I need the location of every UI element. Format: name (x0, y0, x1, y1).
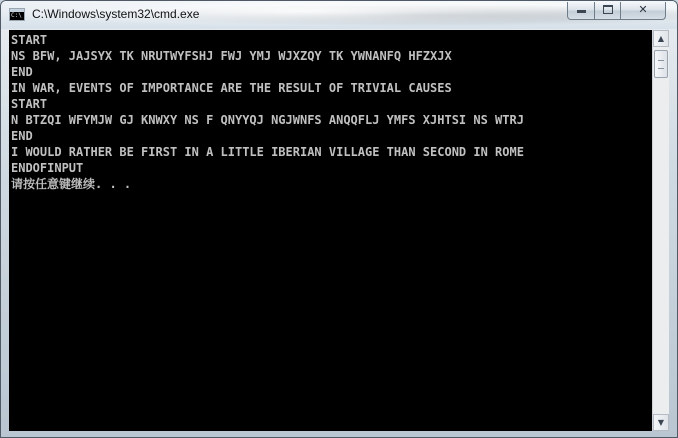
chevron-down-icon: ▼ (657, 418, 665, 427)
console-line: N BTZQI WFYMJW GJ KNWXY NS F QNYYQJ NGJWNFS ANQQFLJ YMFS XJHTSI NS WTRJ (11, 113, 524, 127)
scroll-up-button[interactable] (653, 30, 669, 47)
minimize-icon (577, 10, 586, 13)
console-line: START (11, 33, 48, 47)
maximize-icon (603, 5, 613, 14)
close-button[interactable] (620, 2, 666, 20)
console-prompt: 请按任意键继续. . . (11, 177, 132, 191)
console-line: I WOULD RATHER BE FIRST IN A LITTLE IBERIAN VILLAGE THAN SECOND IN ROME (11, 145, 524, 159)
console-line: IN WAR, EVENTS OF IMPORTANCE ARE THE RESULT OF TRIVIAL CAUSES (11, 81, 452, 95)
console-line: NS BFW, JAJSYX TK NRUTWYFSHJ FWJ YMJ WJXZQY TK YWNANFQ HFZXJX (11, 49, 452, 63)
console-output[interactable] (9, 30, 652, 431)
console-line: END (11, 65, 33, 79)
window-title: C:\Windows\system32\cmd.exe (32, 7, 200, 21)
close-icon: ✕ (638, 3, 648, 16)
scrollbar-thumb[interactable] (654, 50, 668, 78)
cmd-icon[interactable] (9, 8, 25, 21)
console-line: ENDOFINPUT (11, 161, 84, 175)
chevron-up-icon: ▲ (657, 34, 665, 43)
minimize-button[interactable] (567, 2, 595, 20)
maximize-button[interactable] (594, 2, 621, 20)
vertical-scrollbar[interactable] (652, 30, 669, 431)
scroll-down-button[interactable] (653, 414, 669, 431)
console-line: END (11, 129, 33, 143)
title-bar[interactable] (1, 1, 678, 29)
console-line: START (11, 97, 48, 111)
